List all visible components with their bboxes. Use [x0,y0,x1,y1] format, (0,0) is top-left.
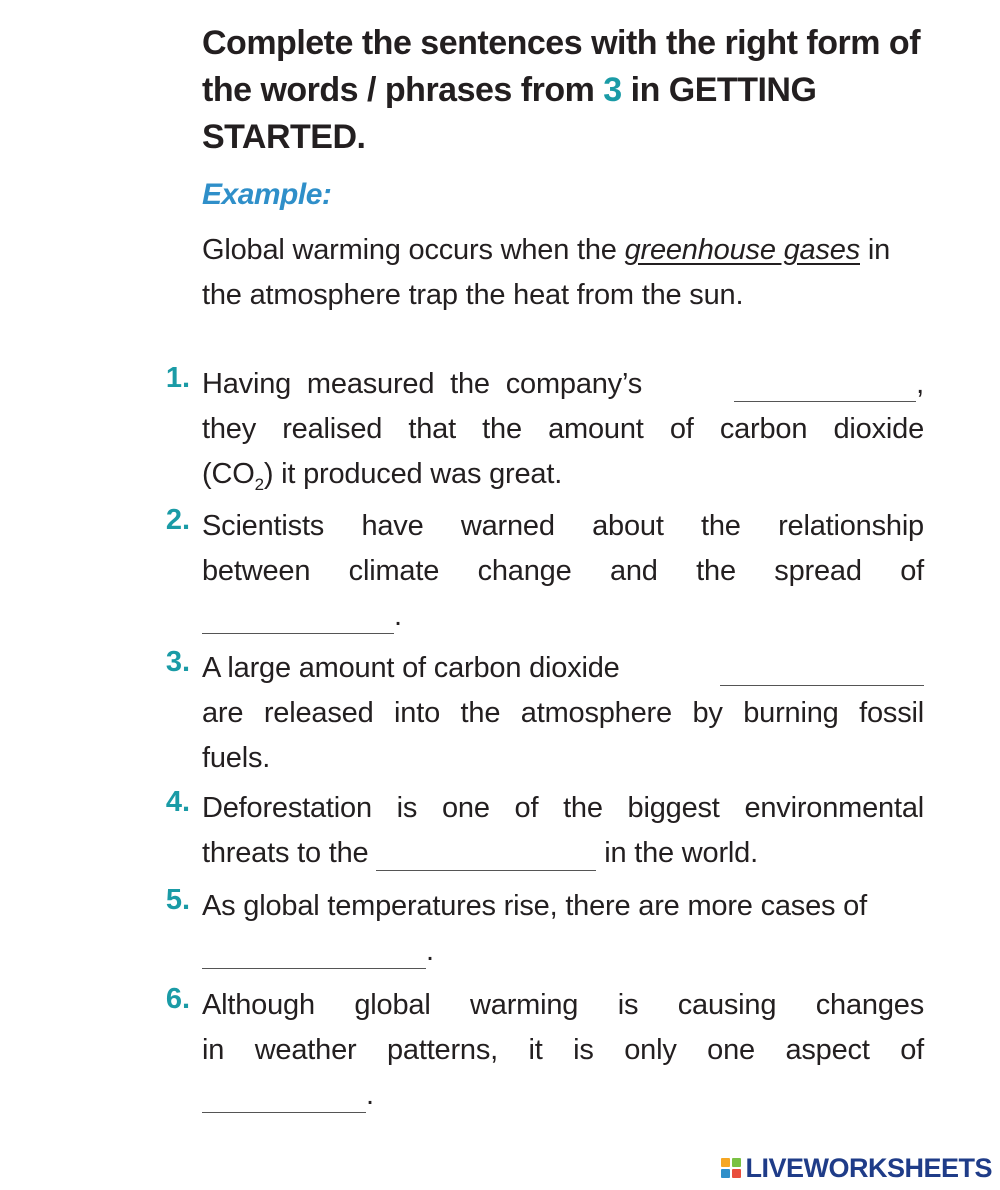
answer-blank-2[interactable] [202,600,394,634]
question-6-period: . [366,1079,374,1111]
question-number-3: 3. [165,646,190,678]
question-2-text-2: between climate change and the spread of [202,555,924,587]
question-5 [202,884,924,974]
example-label: Example: [202,178,332,211]
answer-blank-6[interactable] [202,1079,366,1113]
instruction-text-after: in GETTING STARTED. [202,71,817,156]
question-5-period: . [426,935,434,967]
co2-subscript: 2 [254,474,264,494]
answer-blank-1[interactable] [734,368,916,402]
answer-blank-3[interactable] [720,652,924,686]
question-6-text-2: in weather patterns, it is only one aspect of [202,1034,924,1066]
question-6 [202,983,924,1118]
question-4 [202,786,924,876]
question-number-6: 6. [165,983,190,1015]
example-text-after: in the atmosphere trap the heat from the sun. [202,234,891,311]
brand-name: LIVEWORKSHEETS [745,1152,992,1183]
question-2-period: . [394,600,402,632]
question-2 [202,504,924,639]
liveworksheets-logo-icon [721,1158,741,1178]
question-4-text-2b: in the world. [604,837,758,869]
example-answer: greenhouse gases [624,234,860,266]
question-5-text-1: As global temperatures rise, there are more cases of [202,890,867,922]
example-text-before: Global warming occurs when the [202,234,625,266]
question-number-5: 5. [165,884,190,916]
question-3-text-3: fuels. [202,742,271,774]
answer-blank-5[interactable] [202,935,426,969]
question-number-4: 4. [165,786,190,818]
question-4-text-2a: threats to the [202,837,369,869]
instruction-section-number: 3 [603,71,622,109]
answer-blank-4[interactable] [376,837,596,871]
question-2-text-1: Scientists have warned about the relationship [202,510,924,542]
question-1-text-1: Having measured the company’s [202,368,643,400]
question-number-2: 2. [165,504,190,536]
question-3-text-1: A large amount of carbon dioxide [202,652,620,684]
question-number-1: 1. [165,362,190,394]
question-1-text-2: they realised that the amount of carbon dioxide [202,413,924,445]
question-6-text-1: Although global warming is causing changes [202,989,924,1021]
instruction-heading [202,20,942,161]
instruction-text-before: Complete the sentences with the right form of the words / phrases from [202,24,921,109]
liveworksheets-brand [721,1154,992,1182]
question-1-text-3a: (CO [202,458,255,490]
question-1 [202,362,924,507]
question-1-text-3b: ) it produced was great. [263,458,563,490]
question-4-text-1: Deforestation is one of the biggest environmental [202,792,924,824]
question-1-comma: , [916,368,924,400]
example-sentence [202,228,932,318]
question-3 [202,646,924,781]
question-3-text-2: are released into the atmosphere by burning fossil [202,697,924,729]
